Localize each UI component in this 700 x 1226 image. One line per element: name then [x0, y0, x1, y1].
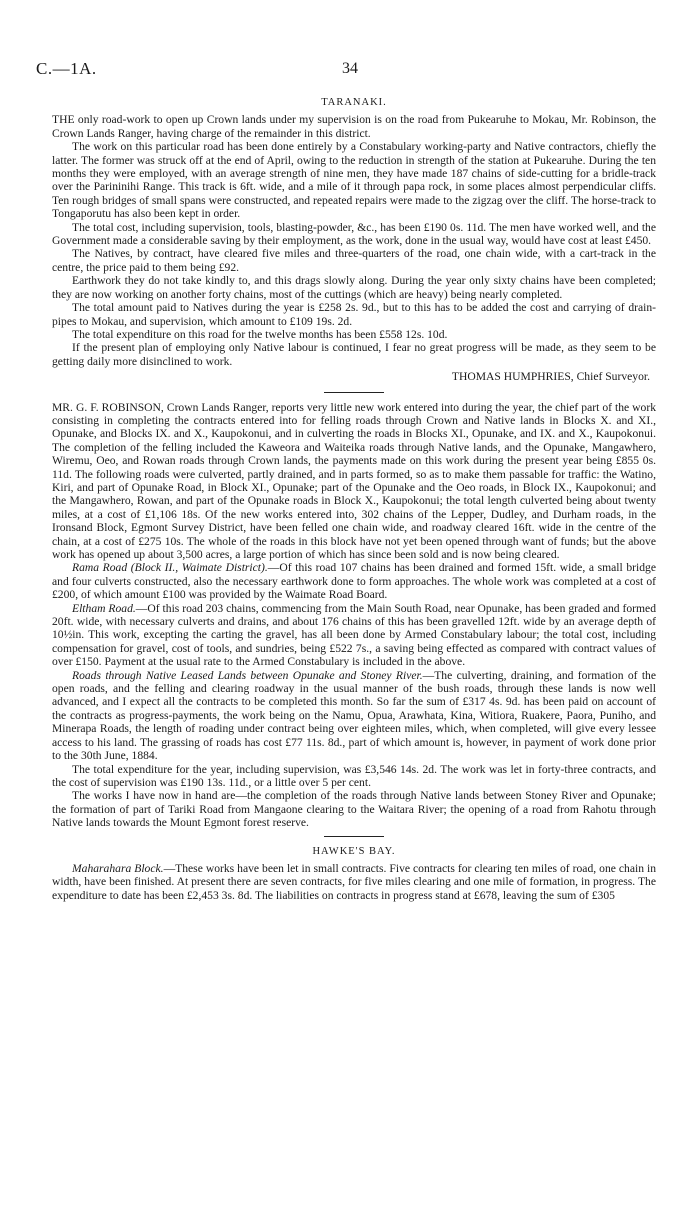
report-lead: MR. G. F. ROBINSON, [52, 400, 164, 414]
page-header [0, 59, 700, 82]
page-body [52, 96, 656, 902]
section-title-taranaki: TARANAKI. [321, 97, 387, 108]
page-number: 34 [342, 60, 358, 77]
signature: THOMAS HUMPHRIES, Chief Surveyor. [451, 370, 650, 384]
maharahara-block-heading: Maharahara Block. [72, 861, 164, 875]
native-leased-roads-heading: Roads through Native Leased Lands between Opunake and Stoney River. [72, 668, 423, 682]
rama-road-heading: Rama Road (Block II., Waimate District). [72, 561, 268, 575]
native-leased-roads-paragraph [52, 669, 656, 763]
paragraph: The total cost, including supervision, tools, blasting-powder, &c., has been £190 0s. 11d. The men have worked well, and the Government made a considerable saving by their employment, as the work, done in the usual way, would have cost at least £450. [52, 220, 656, 248]
paragraph: The Natives, by contract, have cleared five miles and three-quarters of the road, one chain wide, with a cart-track in the centre, the price paid to them being £92. [52, 247, 656, 274]
maharahara-block-text: —These works have been let in small contracts. Five contracts for clearing ten miles of road, one chain in width, have been finished. At present there are seven contracts, for five miles clearing and one mile of formation, in progress. The expenditure to date has been £2,453 3s. 8d. The liabilities on contracts in progress stand at £678, leaving the sum of £305 [52, 861, 657, 902]
works-in-hand-paragraph: The works I have now in hand are—the completion of the roads through Native lands between Stoney River and Opunake; the formation of part of Tariki Road from Mangaone clearing to the Waitara River; the opening of a road from Rahotu through Native lands towards the Mount Egmont forest reserve. [52, 789, 656, 830]
section-divider [324, 836, 384, 837]
native-leased-roads-text: —The culverting, draining, and formation of the open roads, and the felling and clearing roadway in the usual manner of the bush roads, through these lands is now well advanced, and I expect all the contracts to be completed this month. So far the sum of £317 4s. 9d. has been paid on account of the contracts as progress-payments, the work being on the Namu, Opua, Arawhata, Kina, Witiora, Ruakere, Paora, Puniho, and Minerapa Roads, the length of roading under contract being over eighteen miles, which, when completed, will give every lessee access to his land. The grassing of roads has cost £77 11s. 8d., part of which amount is, however, in payment of work done prior to the 30th June, 1884. [52, 668, 656, 763]
section-title-hawkes-bay: HAWKE'S BAY. [312, 845, 396, 857]
paragraph: THE only road-work to open up Crown lands under my supervision is on the road from Pukearuhe to Mokau, Mr. Robinson, the Crown Lands Ranger, having charge of the remainder in this district. [52, 113, 656, 140]
paragraph: The work on this particular road has been done entirely by a Constabulary working-party and Native contractors, chiefly the latter. The former was struck off at the end of April, owing to the reduction in strength of the station at Pukearuhe. During the ten months they were employed, with an average strength of nine men, they have made 187 chains of side-cutting for a bridle-track over the Parininihi Range. This track is 6ft. wide, and a mile of it through papa rock, in some places almost perpendicular cliffs. Ten rough bridges of small spans were constructed, and repeated repairs were made to the zigzag over the cliff. The horse-track to Tongaporutu has also been kept in order. [52, 140, 656, 221]
rama-road-paragraph [52, 561, 656, 601]
paragraph: If the present plan of employing only Native labour is continued, I fear no great progress will be made, as they seem to be getting daily more disinclined to work. [52, 341, 656, 368]
eltham-road-text: —Of this road 203 chains, commencing from the Main South Road, near Opunake, has been graded and formed 20ft. wide, with necessary culverts and drains, and about 176 chains of this has been gravelled 12ft. wide by an average depth of 10½in. This work, excepting the carting the gravel, has all been done by Armed Constabulary labour; the total cost, including compensation for gravel, cost of tools, and sundries, being £522 7s., a saving being effected as compared with contract values of over £150. Payment at the usual rate to the Armed Constabulary is included in the above. [52, 601, 656, 669]
eltham-road-heading: Eltham Road. [72, 601, 136, 615]
section-divider [324, 392, 384, 393]
robinson-report-paragraph [52, 401, 656, 562]
document-reference: C.—1A. [36, 59, 97, 78]
rama-road-text: —Of this road 107 chains has been drained and formed 15ft. wide, a small bridge and four culverts constructed, also the necessary earthwork done to form approaches. The whole work was completed at a cost of £200, of which amount £100 was provided by the Waimate Road Board. [52, 561, 656, 602]
paragraph: The total expenditure on this road for the twelve months has been £558 12s. 10d. [72, 327, 448, 341]
report-intro-text: Crown Lands Ranger, reports very little new work entered into during the year, the chief part of the work consisting in completing the contracts entered into for felling roads through Crown and Native lands in Blocks X. and XI., Opunake, and Blocks IX. and X., Kaupokonui, and in culverting the roads in Blocks XI., Opunake, and IX. and X., Kaupokonui. The completion of the felling included the Kaweora and Waiteika roads through Native lands, and the Opunake, Mangawhero, Wiremu, Oeo, and Rowan roads through Crown lands, the payments made on this work during the present year being £855 0s. 11d. The following roads were culverted, partly drained, and in parts formed, so as to make them passable for traffic: the Watino, Kiri, and part of Opunake Road, in Block XI., Opunake; part of the Opunake and the Oeo roads, in Block IX., Kaupokonui; and the Mangawhero, Rowan, and part of the Opunake roads in Block X., Kaupokonui; the total length culverted being about twenty miles, at a cost of £1,106 18s. Of the new works entered into, 302 chains of the Lepper, Dudley, and Durham roads, in the Ironsand Block, Egmont Survey District, have been felled one chain wide, and roadway cleared 16ft. wide in the centre of the chain, at a cost of £275 10s. The whole of the roads in this block have not yet been opened through want of funds; but the above work has opened up about 3,500 acres, a large portion of which has since been sold and is now being cleared. [52, 400, 656, 561]
maharahara-block-paragraph [52, 862, 656, 902]
paragraph: The total amount paid to Natives during the year is £258 2s. 9d., but to this has to be added the cost and carrying of drain-pipes to Mokau, and supervision, which amount to £109 19s. 2d. [52, 301, 656, 328]
paragraph: Earthwork they do not take kindly to, and this drags slowly along. During the year only sixty chains have been completed; they are now working on another forty chains, most of the cuttings (which are heavy) being nearly completed. [52, 274, 656, 301]
eltham-road-paragraph [52, 602, 656, 669]
total-expenditure-paragraph: The total expenditure for the year, including supervision, was £3,546 14s. 2d. The work was let in forty-three contracts, and the cost of supervision was £190 13s. 11d., or a little over 5 per cent. [52, 762, 656, 789]
